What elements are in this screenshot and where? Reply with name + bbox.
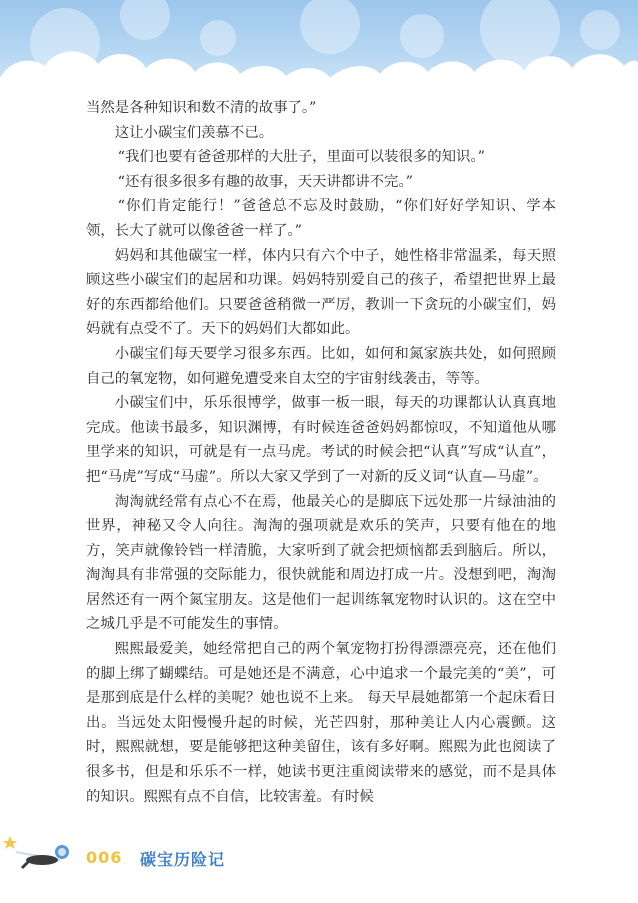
paragraph-8: 小碳宝们中，乐乐很博学，做事一板一眼，每天的功课都认认真真地完成。他读书最多，知识渊博，有时候连爸爸妈妈都惊叹，不知道他从哪里学来的知识，可就是有一点马虎。考试的时候会把“认真”写成“认直”，把“马虎”写成“马虚”。所以大家又学到了一对新的反义词“认直—马虚”。	[86, 395, 556, 485]
paragraph-10: 熙熙最爱美，她经常把自己的两个氧宠物打扮得漂漂亮亮，还在他们的脚上绑了蝴蝶结。可是她还是不满意，心中追求一个最完美的“美”，可是那到底是什么样的美呢？她也说不上来。 每天早晨她都第一个起床看日出。当远处太阳慢慢升起的时候，光芒四射，那种美让人内心震颤。这时，熙熙就想，要是能够把这种美留住，该有多好啊。熙熙为此也阅读了很多书，但是和乐乐不一样，她读书更注重阅读带来的感觉，而不是具体的知识。熙熙有点不自信，比较害羞。有时候	[86, 641, 556, 805]
paragraph-9: 淘淘就经常有点心不在焉，他最关心的是脚底下远处那一片绿油油的世界，神秘又令人向往。淘淘的强项就是欢乐的笑声，只要有他在的地方，笑声就像铃铛一样清脆，大家听到了就会把烦恼都丢到脑后。所以，淘淘具有非常强的交际能力，很快就能和周边打成一片。没想到吧，淘淘居然还有一两个氮宝朋友。这是他们一起训练氧宠物时认识的。这在空中之城几乎是不可能发生的事情。	[86, 493, 556, 633]
paragraph-4: “还有很多很多有趣的故事，天天讲都讲不完。”	[117, 173, 413, 190]
paragraph-1: 当然是各种知识和数不清的故事了。”	[86, 100, 317, 116]
paragraph-5: “你们肯定能行！”爸爸总不忘及时鼓励，“你们好好学知识、学本领，长大了就可以像爸爸一样了。”	[86, 198, 556, 239]
paragraph-3: “我们也要有爸爸那样的大肚子，里面可以装很多的知识。”	[117, 149, 485, 166]
story-text	[86, 96, 556, 809]
flying-mascot-icon	[2, 830, 84, 874]
page-footer	[0, 830, 638, 890]
book-title: 碳宝历险记	[140, 850, 226, 869]
paragraph-7: 小碳宝们每天要学习很多东西。比如，如何和氮家族共处，如何照顾自己的氧宠物，如何避免遭受来自太空的宇宙射线袭击，等等。	[86, 345, 556, 387]
paragraph-2: 这让小碳宝们羡慕不已。	[114, 124, 274, 141]
paragraph-6: 妈妈和其他碳宝一样，体内只有六个中子，她性格非常温柔，每天照顾这些小碳宝们的起居和功课。妈妈特别爱自己的孩子，希望把世界上最好的东西都给他们。只要爸爸稍微一严厉，教训一下贪玩的小碳宝们，妈妈就有点受不了。天下的妈妈们大都如此。	[86, 247, 556, 338]
page-number: 006	[86, 848, 123, 867]
